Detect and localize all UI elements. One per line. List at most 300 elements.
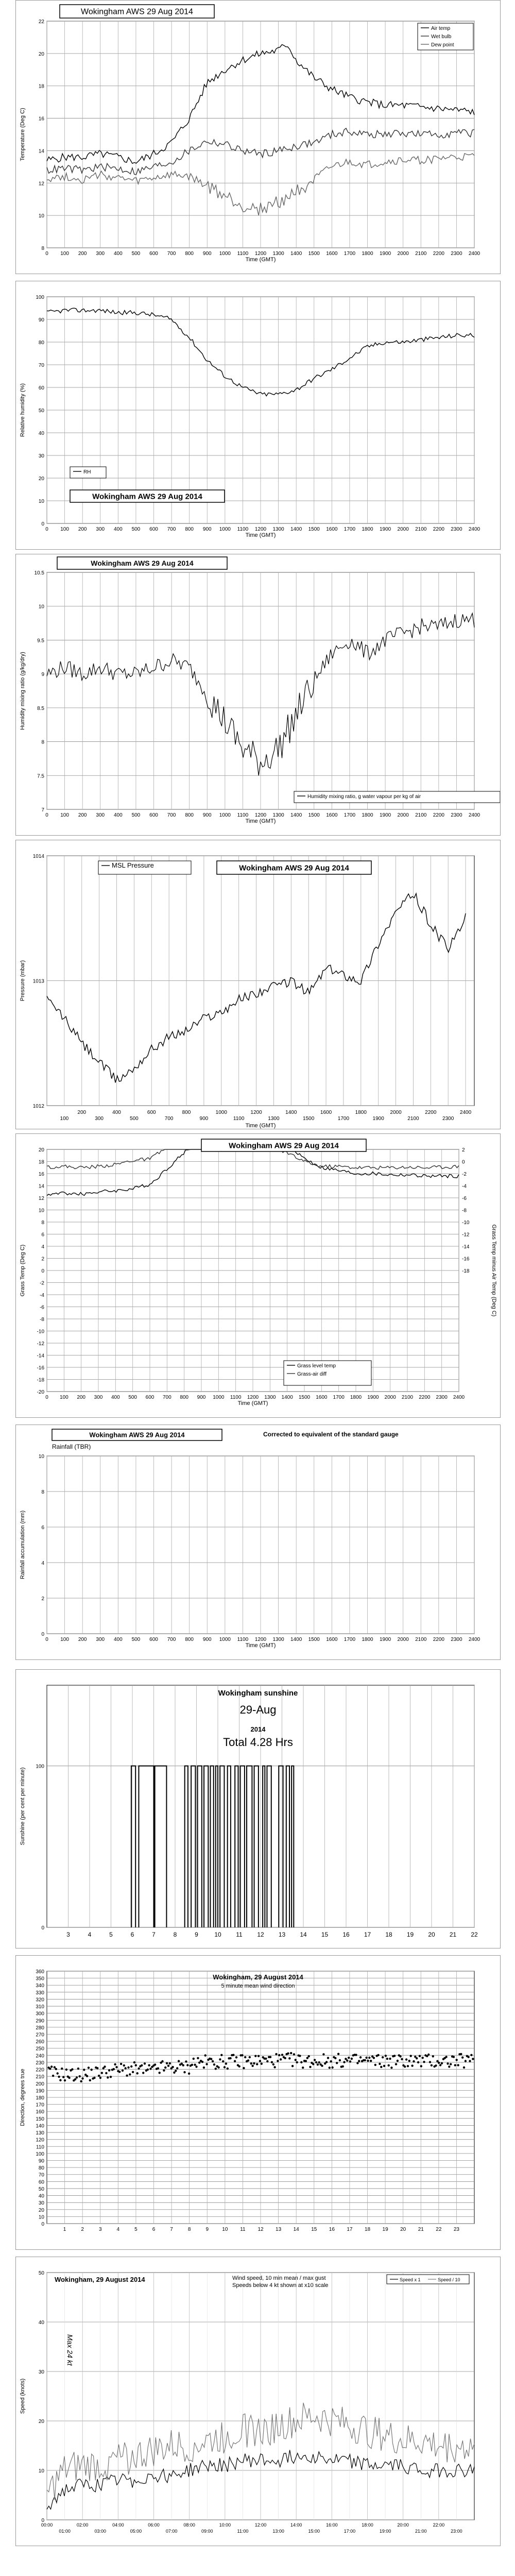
y-tick-label: 6	[41, 1232, 44, 1238]
direction-point	[438, 2062, 440, 2064]
direction-point	[225, 2062, 227, 2064]
y-tick-label: 70	[38, 363, 44, 368]
x-tick-label: 1300	[272, 1637, 284, 1642]
direction-point	[302, 2066, 304, 2069]
y-tick-label: 6	[41, 1525, 44, 1531]
x-tick-label: 900	[202, 812, 212, 818]
direction-point	[321, 2065, 323, 2067]
x-tick-label: 3	[66, 1931, 70, 1938]
x-tick-label: 23:00	[451, 2529, 462, 2534]
x-tick-label: 400	[113, 527, 123, 532]
direction-point	[229, 2057, 231, 2059]
direction-point	[405, 2058, 407, 2060]
direction-point	[275, 2053, 277, 2055]
direction-point	[148, 2064, 150, 2066]
x-tick-label: 1100	[237, 251, 249, 257]
y-axis-label: Direction, degrees true	[20, 2069, 26, 2126]
x-tick-label: 1600	[326, 251, 338, 257]
y-tick-label: 7.5	[37, 773, 44, 779]
x-tick-label: 2100	[415, 527, 427, 532]
direction-point	[99, 2077, 101, 2079]
y-tick-label: 12	[38, 181, 44, 187]
x-tick-label: 3	[98, 2227, 102, 2232]
y-tick-label: 10	[38, 213, 44, 219]
y-tick-label: 40	[38, 431, 44, 436]
y-tick-label: 0	[41, 521, 44, 527]
direction-point	[318, 2061, 320, 2063]
x-tick-label: 13:00	[272, 2529, 284, 2534]
x-axis-label: Time (GMT)	[245, 532, 276, 538]
y-tick-label: 140	[36, 2123, 44, 2129]
direction-point	[408, 2060, 410, 2062]
y-axis-label: Rainfall accumulation (mm)	[20, 1510, 26, 1580]
direction-point	[215, 2067, 217, 2070]
x-tick-label: 1600	[326, 1637, 338, 1642]
direction-point	[105, 2072, 107, 2074]
y-tick-label: 16	[38, 116, 44, 122]
direction-point	[210, 2058, 212, 2060]
direction-point	[336, 2062, 338, 2064]
x-tick-label: 600	[149, 812, 158, 818]
direction-point	[435, 2064, 437, 2066]
direction-point	[175, 2070, 177, 2072]
direction-point	[432, 2055, 434, 2057]
direction-point	[468, 2056, 470, 2058]
y-tick-label: -20	[37, 1389, 44, 1395]
x-tick-label: 1500	[298, 1395, 311, 1400]
x-tick-label: 900	[202, 251, 212, 257]
y2-tick-label: -16	[462, 1256, 470, 1262]
direction-point	[269, 2056, 271, 2058]
x-tick-label: 2400	[453, 1395, 465, 1400]
y-tick-label: 9.5	[37, 638, 44, 644]
direction-point	[330, 2060, 332, 2062]
y-tick-label: -10	[37, 1329, 44, 1335]
direction-point	[358, 2060, 360, 2062]
y-tick-label: 16	[38, 1172, 44, 1177]
chart-annotation: Max 24 kt	[66, 2334, 74, 2366]
y-tick-label: 270	[36, 2032, 44, 2038]
direction-point	[115, 2066, 117, 2068]
y-tick-label: -8	[40, 1317, 44, 1323]
direction-point	[54, 2066, 56, 2068]
x-tick-label: 00:00	[41, 2522, 53, 2528]
y-tick-label: 40	[38, 2193, 44, 2199]
x-tick-label: 10:00	[219, 2522, 231, 2528]
x-tick-label: 21	[418, 2227, 424, 2232]
direction-point	[273, 2066, 276, 2068]
direction-point	[254, 2055, 256, 2057]
legend-label: Speed / 10	[438, 2277, 460, 2282]
x-tick-label: 200	[78, 251, 87, 257]
x-tick-label: 900	[197, 1395, 206, 1400]
x-tick-label: 14	[293, 2227, 299, 2232]
direction-point	[460, 2053, 462, 2055]
chart-wind-direction	[16, 1956, 500, 2249]
x-tick-label: 1700	[333, 1395, 345, 1400]
chart-total: Total 4.28 Hrs	[223, 1736, 293, 1749]
x-tick-label: 1200	[254, 251, 267, 257]
x-tick-label: 100	[60, 812, 69, 818]
x-tick-label: 19	[382, 2227, 388, 2232]
direction-point	[278, 2054, 280, 2056]
direction-point	[281, 2054, 283, 2056]
legend-label: Grass level temp	[297, 1363, 336, 1369]
direction-point	[441, 2062, 443, 2064]
x-tick-label: 1200	[254, 812, 267, 818]
y-tick-label: 250	[36, 2046, 44, 2052]
direction-point	[197, 2057, 199, 2059]
chart-mixing-ratio	[16, 554, 500, 835]
y-tick-label: 310	[36, 2004, 44, 2010]
x-tick-label: 2200	[433, 251, 444, 257]
y-tick-label: 90	[38, 2158, 44, 2164]
direction-point	[76, 2076, 78, 2078]
x-tick-label: 300	[96, 1637, 105, 1642]
x-tick-label: 1100	[237, 527, 249, 532]
panel-grass-temp	[15, 1133, 501, 1418]
x-tick-label: 2200	[425, 1110, 437, 1115]
y-tick-label: 14	[38, 148, 44, 155]
direction-point	[222, 2060, 224, 2062]
x-tick-label: 800	[185, 251, 194, 257]
x-tick-label: 16	[342, 1931, 350, 1938]
x-tick-label: 22	[471, 1931, 478, 1938]
direction-point	[325, 2061, 328, 2063]
y2-tick-label: -6	[462, 1196, 467, 1201]
direction-point	[65, 2069, 67, 2071]
y-tick-label: 220	[36, 2067, 44, 2073]
y-tick-label: 0	[41, 2518, 44, 2523]
y-tick-label: 12	[38, 1196, 44, 1201]
direction-point	[382, 2056, 384, 2058]
x-tick-label: 2200	[433, 527, 444, 532]
y-tick-label: 80	[38, 2165, 44, 2172]
y-tick-label: 7	[41, 807, 44, 813]
x-tick-label: 0	[45, 251, 48, 257]
y-tick-label: 100	[36, 1764, 44, 1770]
direction-point	[182, 2064, 184, 2066]
x-tick-label: 1400	[290, 1637, 302, 1642]
x-tick-label: 2000	[397, 1637, 409, 1642]
x-tick-label: 2	[81, 2227, 84, 2232]
y-axis-label: Humidity mixing ratio (g/kg/dry)	[20, 652, 26, 730]
direction-point	[178, 2060, 180, 2062]
x-tick-label: 2100	[415, 251, 427, 257]
x-tick-label: 1400	[281, 1395, 293, 1400]
y-tick-label: 10	[38, 2214, 44, 2221]
direction-point	[379, 2063, 381, 2065]
y-tick-label: 20	[38, 476, 44, 482]
x-tick-label: 1000	[215, 1110, 227, 1115]
x-tick-label: 06:00	[148, 2522, 160, 2528]
direction-point	[234, 2060, 236, 2062]
chart-subtitle: 5 minute mean wind direction	[221, 1983, 295, 1989]
x-tick-label: 01:00	[59, 2529, 71, 2534]
y-tick-label: 10	[38, 604, 44, 610]
direction-point	[314, 2059, 316, 2061]
x-tick-label: 04:00	[112, 2522, 124, 2528]
y-axis-label: Speed (knots)	[20, 2378, 26, 2414]
x-tick-label: 1700	[344, 812, 356, 818]
direction-point	[50, 2065, 53, 2067]
x-tick-label: 1700	[344, 251, 356, 257]
x-tick-label: 1200	[254, 527, 267, 532]
x-tick-label: 1500	[308, 812, 320, 818]
direction-point	[429, 2061, 431, 2063]
x-tick-label: 1300	[268, 1116, 280, 1122]
direction-point	[52, 2075, 54, 2077]
x-tick-label: 2000	[397, 251, 409, 257]
x-tick-label: 10	[222, 2227, 228, 2232]
x-tick-label: 1600	[326, 812, 338, 818]
chart-title: Wokingham, 29 August 2014	[213, 1973, 303, 1981]
y-tick-label: -16	[37, 1365, 44, 1371]
x-tick-label: 800	[185, 812, 194, 818]
x-tick-label: 0	[45, 527, 48, 532]
direction-point	[238, 2065, 241, 2067]
direction-point	[96, 2067, 98, 2069]
direction-point	[58, 2076, 60, 2078]
y2-tick-label: -14	[462, 1244, 470, 1250]
y-tick-label: 8	[41, 1220, 44, 1226]
direction-point	[104, 2065, 106, 2067]
direction-point	[370, 2060, 372, 2062]
y-tick-label: 290	[36, 2018, 44, 2024]
y2-tick-label: -12	[462, 1232, 470, 1238]
y-tick-label: 40	[38, 2320, 44, 2326]
x-tick-label: 0	[45, 1395, 48, 1400]
direction-point	[166, 2062, 168, 2064]
direction-point	[144, 2062, 146, 2064]
chart-title: Wokingham AWS 29 Aug 2014	[81, 7, 193, 16]
legend-label: MSL Pressure	[112, 861, 154, 869]
direction-point	[57, 2072, 59, 2074]
y-tick-label: 2	[41, 1596, 44, 1602]
x-tick-label: 5	[134, 2227, 138, 2232]
x-tick-label: 13	[278, 1931, 286, 1938]
direction-point	[258, 2055, 260, 2057]
direction-point	[305, 2060, 307, 2062]
x-tick-label: 200	[78, 812, 87, 818]
x-tick-label: 2100	[407, 1116, 419, 1122]
direction-point	[219, 2058, 221, 2060]
y2-tick-label: -4	[462, 1183, 467, 1190]
x-tick-label: 1800	[362, 1637, 373, 1642]
x-tick-label: 500	[131, 1637, 141, 1642]
chart-humidity	[16, 281, 500, 549]
x-tick-label: 1000	[213, 1395, 225, 1400]
x-tick-label: 100	[59, 1395, 68, 1400]
y2-tick-label: 2	[462, 1147, 465, 1153]
x-tick-label: 1500	[308, 527, 320, 532]
panel-temperature	[15, 0, 501, 274]
x-tick-label: 1600	[326, 527, 338, 532]
x-tick-label: 600	[149, 251, 158, 257]
x-tick-label: 1300	[272, 527, 284, 532]
direction-point	[448, 2065, 450, 2067]
y-tick-label: 360	[36, 1969, 44, 1975]
direction-point	[253, 2062, 255, 2064]
x-tick-label: 18:00	[362, 2522, 373, 2528]
y-tick-label: -18	[37, 1377, 44, 1383]
direction-point	[349, 2060, 351, 2062]
x-tick-label: 2300	[436, 1395, 448, 1400]
y-tick-label: 18	[38, 83, 44, 90]
x-tick-label: 2300	[451, 1637, 462, 1642]
x-tick-label: 1500	[308, 251, 320, 257]
x-tick-label: 7	[170, 2227, 173, 2232]
direction-point	[411, 2064, 413, 2066]
x-tick-label: 1800	[350, 1395, 362, 1400]
y-tick-label: 300	[36, 2011, 44, 2017]
direction-point	[135, 2064, 137, 2066]
direction-point	[55, 2068, 57, 2070]
x-tick-label: 17:00	[344, 2529, 356, 2534]
x-tick-label: 1200	[247, 1395, 259, 1400]
direction-point	[445, 2056, 447, 2058]
y-tick-label: 22	[38, 19, 44, 25]
x-tick-label: 2000	[397, 812, 409, 818]
direction-point	[431, 2064, 433, 2066]
direction-point	[142, 2072, 144, 2074]
x-tick-label: 1900	[372, 1116, 384, 1122]
chart-note: Corrected to equivalent of the standard gauge	[263, 1431, 399, 1438]
y-tick-label: 180	[36, 2095, 44, 2101]
x-tick-label: 2000	[384, 1395, 396, 1400]
direction-point	[159, 2072, 161, 2074]
direction-point	[110, 2076, 112, 2078]
direction-point	[62, 2076, 64, 2078]
direction-point	[244, 2056, 246, 2058]
y-tick-label: 230	[36, 2060, 44, 2066]
direction-point	[71, 2068, 73, 2070]
y-tick-label: 80	[38, 340, 44, 346]
direction-point	[201, 2061, 203, 2063]
direction-point	[388, 2064, 390, 2066]
x-axis-label: Time (GMT)	[237, 1400, 268, 1406]
y-tick-label: 260	[36, 2039, 44, 2045]
direction-point	[183, 2071, 185, 2073]
x-tick-label: 300	[96, 251, 105, 257]
y-tick-label: 0	[41, 1632, 44, 1637]
chart-grass-temp	[16, 1134, 500, 1417]
x-tick-label: 800	[182, 1110, 191, 1115]
x-tick-label: 16	[329, 2227, 335, 2232]
x-tick-label: 03:00	[94, 2529, 107, 2534]
direction-point	[470, 2054, 472, 2056]
y-tick-label: 10	[38, 499, 44, 504]
direction-point	[157, 2067, 159, 2070]
direction-point	[205, 2063, 208, 2065]
x-tick-label: 0	[45, 812, 48, 818]
direction-point	[355, 2054, 357, 2056]
x-tick-label: 400	[111, 1395, 120, 1400]
direction-point	[220, 2054, 222, 2056]
direction-point	[343, 2061, 345, 2063]
direction-point	[61, 2067, 63, 2070]
x-tick-label: 11	[240, 2227, 246, 2232]
y-axis-label: Grass Temp (Deg C)	[20, 1244, 26, 1297]
direction-point	[68, 2077, 70, 2079]
x-axis-label: Time (GMT)	[245, 257, 276, 263]
x-tick-label: 2100	[415, 1637, 427, 1642]
legend-label: Air temp	[431, 26, 451, 31]
y2-tick-label: -18	[462, 1268, 470, 1274]
direction-point	[309, 2066, 311, 2068]
y2-tick-label: -8	[462, 1208, 467, 1214]
x-tick-label: 1700	[344, 527, 356, 532]
direction-point	[365, 2057, 367, 2059]
direction-point	[416, 2057, 418, 2059]
x-tick-label: 1900	[379, 812, 391, 818]
x-tick-label: 18	[364, 2227, 371, 2232]
direction-point	[284, 2057, 286, 2059]
chart-title: Wokingham AWS 29 Aug 2014	[239, 863, 349, 873]
direction-point	[88, 2066, 90, 2069]
panel-wind-speed	[15, 2257, 501, 2546]
y-tick-label: 110	[36, 2144, 44, 2150]
direction-point	[399, 2055, 401, 2057]
direction-point	[404, 2065, 406, 2067]
x-tick-label: 15:00	[308, 2529, 320, 2534]
x-tick-label: 22:00	[433, 2522, 445, 2528]
x-tick-label: 600	[147, 1110, 156, 1115]
x-tick-label: 2000	[390, 1110, 402, 1115]
x-tick-label: 200	[77, 1110, 87, 1115]
x-tick-label: 8	[173, 1931, 177, 1938]
y-tick-label: 210	[36, 2074, 44, 2080]
x-tick-label: 500	[128, 1395, 138, 1400]
direction-point	[80, 2080, 82, 2082]
y-axis-label: Relative humidity (%)	[20, 383, 26, 437]
direction-point	[463, 2066, 465, 2069]
x-tick-label: 2200	[419, 1395, 431, 1400]
x-tick-label: 200	[78, 1637, 87, 1642]
direction-point	[147, 2069, 149, 2071]
direction-point	[457, 2064, 459, 2066]
direction-point	[373, 2057, 375, 2059]
direction-point	[113, 2068, 115, 2070]
x-tick-label: 02:00	[76, 2522, 89, 2528]
direction-point	[141, 2064, 143, 2066]
direction-point	[241, 2054, 243, 2056]
x-tick-label: 1100	[233, 1116, 245, 1122]
y-tick-label: 100	[36, 2151, 44, 2157]
x-tick-label: 1700	[337, 1116, 350, 1122]
y2-tick-label: -2	[462, 1172, 467, 1177]
x-tick-label: 1600	[320, 1110, 332, 1115]
y-tick-label: 10	[38, 1454, 44, 1460]
y-tick-label: 1014	[32, 854, 44, 859]
x-tick-label: 700	[167, 251, 176, 257]
x-tick-label: 1400	[290, 527, 302, 532]
direction-point	[356, 2062, 358, 2064]
x-tick-label: 1400	[290, 251, 302, 257]
direction-point	[345, 2058, 347, 2060]
x-tick-label: 23	[453, 2227, 459, 2232]
direction-point	[132, 2071, 134, 2073]
y-tick-label: 30	[38, 453, 44, 459]
chart-title: Wokingham AWS 29 Aug 2014	[89, 1431, 185, 1439]
direction-point	[133, 2061, 135, 2063]
legend-label: RH	[83, 469, 91, 475]
x-tick-label: 400	[113, 1637, 123, 1642]
direction-point	[395, 2063, 397, 2065]
chart-rainfall	[16, 1425, 500, 1659]
direction-point	[389, 2058, 391, 2060]
y-tick-label: 90	[38, 317, 44, 323]
